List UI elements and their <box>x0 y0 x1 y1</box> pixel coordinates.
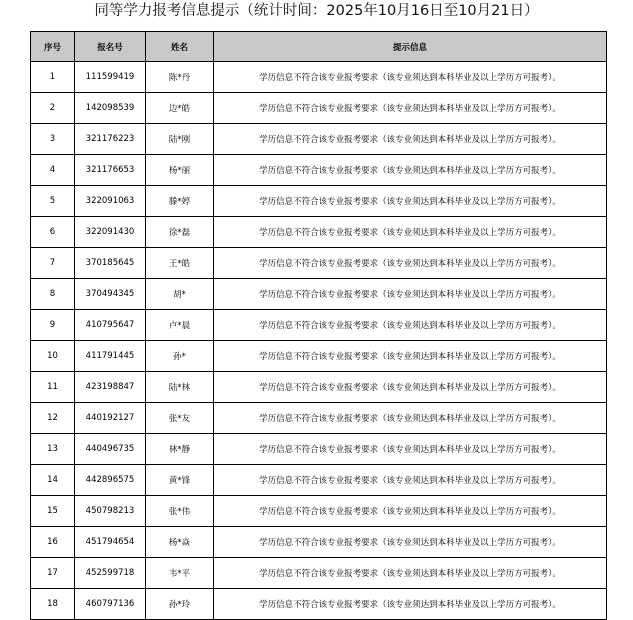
cell-message: 学历信息不符合该专业报考要求（该专业须达到本科毕业及以上学历方可报考）。 <box>214 372 607 403</box>
cell-reg-no: 322091430 <box>75 217 146 248</box>
header-msg: 提示信息 <box>214 32 607 62</box>
page-title: 同等学力报考信息提示（统计时间：2025年10月16日至10月21日） <box>94 3 539 19</box>
cell-reg-no: 111599419 <box>75 62 146 93</box>
cell-no: 14 <box>31 465 75 496</box>
cell-reg-no: 370494345 <box>75 279 146 310</box>
cell-name: 孙* <box>146 341 214 372</box>
cell-message: 学历信息不符合该专业报考要求（该专业须达到本科毕业及以上学历方可报考）。 <box>214 341 607 372</box>
table-row <box>31 403 607 434</box>
cell-reg-no: 321176223 <box>75 124 146 155</box>
table-row <box>31 310 607 341</box>
table-row <box>31 155 607 186</box>
cell-reg-no: 370185645 <box>75 248 146 279</box>
cell-reg-no: 142098539 <box>75 93 146 124</box>
header-reg: 报名号 <box>75 32 146 62</box>
header-name: 姓名 <box>146 32 214 62</box>
cell-name: 杨*丽 <box>146 155 214 186</box>
cell-no: 4 <box>31 155 75 186</box>
cell-message: 学历信息不符合该专业报考要求（该专业须达到本科毕业及以上学历方可报考）。 <box>214 62 607 93</box>
cell-no: 5 <box>31 186 75 217</box>
cell-reg-no: 452599718 <box>75 558 146 589</box>
table-row <box>31 527 607 558</box>
cell-name: 陈*丹 <box>146 62 214 93</box>
cell-name: 王*皓 <box>146 248 214 279</box>
table-row <box>31 62 607 93</box>
cell-no: 3 <box>31 124 75 155</box>
cell-name: 张*伟 <box>146 496 214 527</box>
table-row <box>31 465 607 496</box>
cell-name: 陆*林 <box>146 372 214 403</box>
cell-message: 学历信息不符合该专业报考要求（该专业须达到本科毕业及以上学历方可报考）。 <box>214 527 607 558</box>
cell-no: 6 <box>31 217 75 248</box>
header-no: 序号 <box>31 32 75 62</box>
cell-message: 学历信息不符合该专业报考要求（该专业须达到本科毕业及以上学历方可报考）。 <box>214 434 607 465</box>
cell-name: 杨*焱 <box>146 527 214 558</box>
cell-name: 韦*平 <box>146 558 214 589</box>
table-row <box>31 558 607 589</box>
cell-name: 黄*锋 <box>146 465 214 496</box>
cell-name: 滕*婷 <box>146 186 214 217</box>
cell-message: 学历信息不符合该专业报考要求（该专业须达到本科毕业及以上学历方可报考）。 <box>214 558 607 589</box>
table-row <box>31 124 607 155</box>
cell-name: 孙*玲 <box>146 589 214 620</box>
table-row <box>31 434 607 465</box>
cell-reg-no: 440192127 <box>75 403 146 434</box>
table-row <box>31 248 607 279</box>
cell-name: 边*皓 <box>146 93 214 124</box>
cell-message: 学历信息不符合该专业报考要求（该专业须达到本科毕业及以上学历方可报考）。 <box>214 465 607 496</box>
cell-name: 陆*刚 <box>146 124 214 155</box>
cell-message: 学历信息不符合该专业报考要求（该专业须达到本科毕业及以上学历方可报考）。 <box>214 496 607 527</box>
cell-no: 9 <box>31 310 75 341</box>
table-row <box>31 279 607 310</box>
cell-message: 学历信息不符合该专业报考要求（该专业须达到本科毕业及以上学历方可报考）。 <box>214 93 607 124</box>
cell-name: 林*静 <box>146 434 214 465</box>
cell-reg-no: 450798213 <box>75 496 146 527</box>
cell-no: 2 <box>31 93 75 124</box>
cell-no: 11 <box>31 372 75 403</box>
cell-message: 学历信息不符合该专业报考要求（该专业须达到本科毕业及以上学历方可报考）。 <box>214 589 607 620</box>
cell-message: 学历信息不符合该专业报考要求（该专业须达到本科毕业及以上学历方可报考）。 <box>214 248 607 279</box>
table-row <box>31 341 607 372</box>
table-row <box>31 372 607 403</box>
cell-no: 15 <box>31 496 75 527</box>
cell-message: 学历信息不符合该专业报考要求（该专业须达到本科毕业及以上学历方可报考）。 <box>214 217 607 248</box>
cell-message: 学历信息不符合该专业报考要求（该专业须达到本科毕业及以上学历方可报考）。 <box>214 155 607 186</box>
cell-name: 胡* <box>146 279 214 310</box>
table-row <box>31 186 607 217</box>
cell-message: 学历信息不符合该专业报考要求（该专业须达到本科毕业及以上学历方可报考）。 <box>214 279 607 310</box>
cell-reg-no: 423198847 <box>75 372 146 403</box>
cell-message: 学历信息不符合该专业报考要求（该专业须达到本科毕业及以上学历方可报考）。 <box>214 186 607 217</box>
cell-reg-no: 442896575 <box>75 465 146 496</box>
cell-reg-no: 322091063 <box>75 186 146 217</box>
cell-no: 18 <box>31 589 75 620</box>
table-row <box>31 93 607 124</box>
table-row <box>31 496 607 527</box>
cell-message: 学历信息不符合该专业报考要求（该专业须达到本科毕业及以上学历方可报考）。 <box>214 310 607 341</box>
cell-no: 16 <box>31 527 75 558</box>
cell-name: 卢*晨 <box>146 310 214 341</box>
cell-reg-no: 410795647 <box>75 310 146 341</box>
cell-reg-no: 460797136 <box>75 589 146 620</box>
cell-no: 13 <box>31 434 75 465</box>
cell-reg-no: 321176653 <box>75 155 146 186</box>
table-header-row <box>31 32 607 62</box>
cell-no: 17 <box>31 558 75 589</box>
cell-no: 7 <box>31 248 75 279</box>
cell-no: 8 <box>31 279 75 310</box>
cell-no: 1 <box>31 62 75 93</box>
cell-no: 10 <box>31 341 75 372</box>
info-table <box>30 31 607 620</box>
cell-message: 学历信息不符合该专业报考要求（该专业须达到本科毕业及以上学历方可报考）。 <box>214 124 607 155</box>
cell-no: 12 <box>31 403 75 434</box>
cell-name: 张*友 <box>146 403 214 434</box>
cell-reg-no: 440496735 <box>75 434 146 465</box>
cell-reg-no: 411791445 <box>75 341 146 372</box>
cell-message: 学历信息不符合该专业报考要求（该专业须达到本科毕业及以上学历方可报考）。 <box>214 403 607 434</box>
cell-name: 徐*磊 <box>146 217 214 248</box>
table-row <box>31 217 607 248</box>
cell-reg-no: 451794654 <box>75 527 146 558</box>
